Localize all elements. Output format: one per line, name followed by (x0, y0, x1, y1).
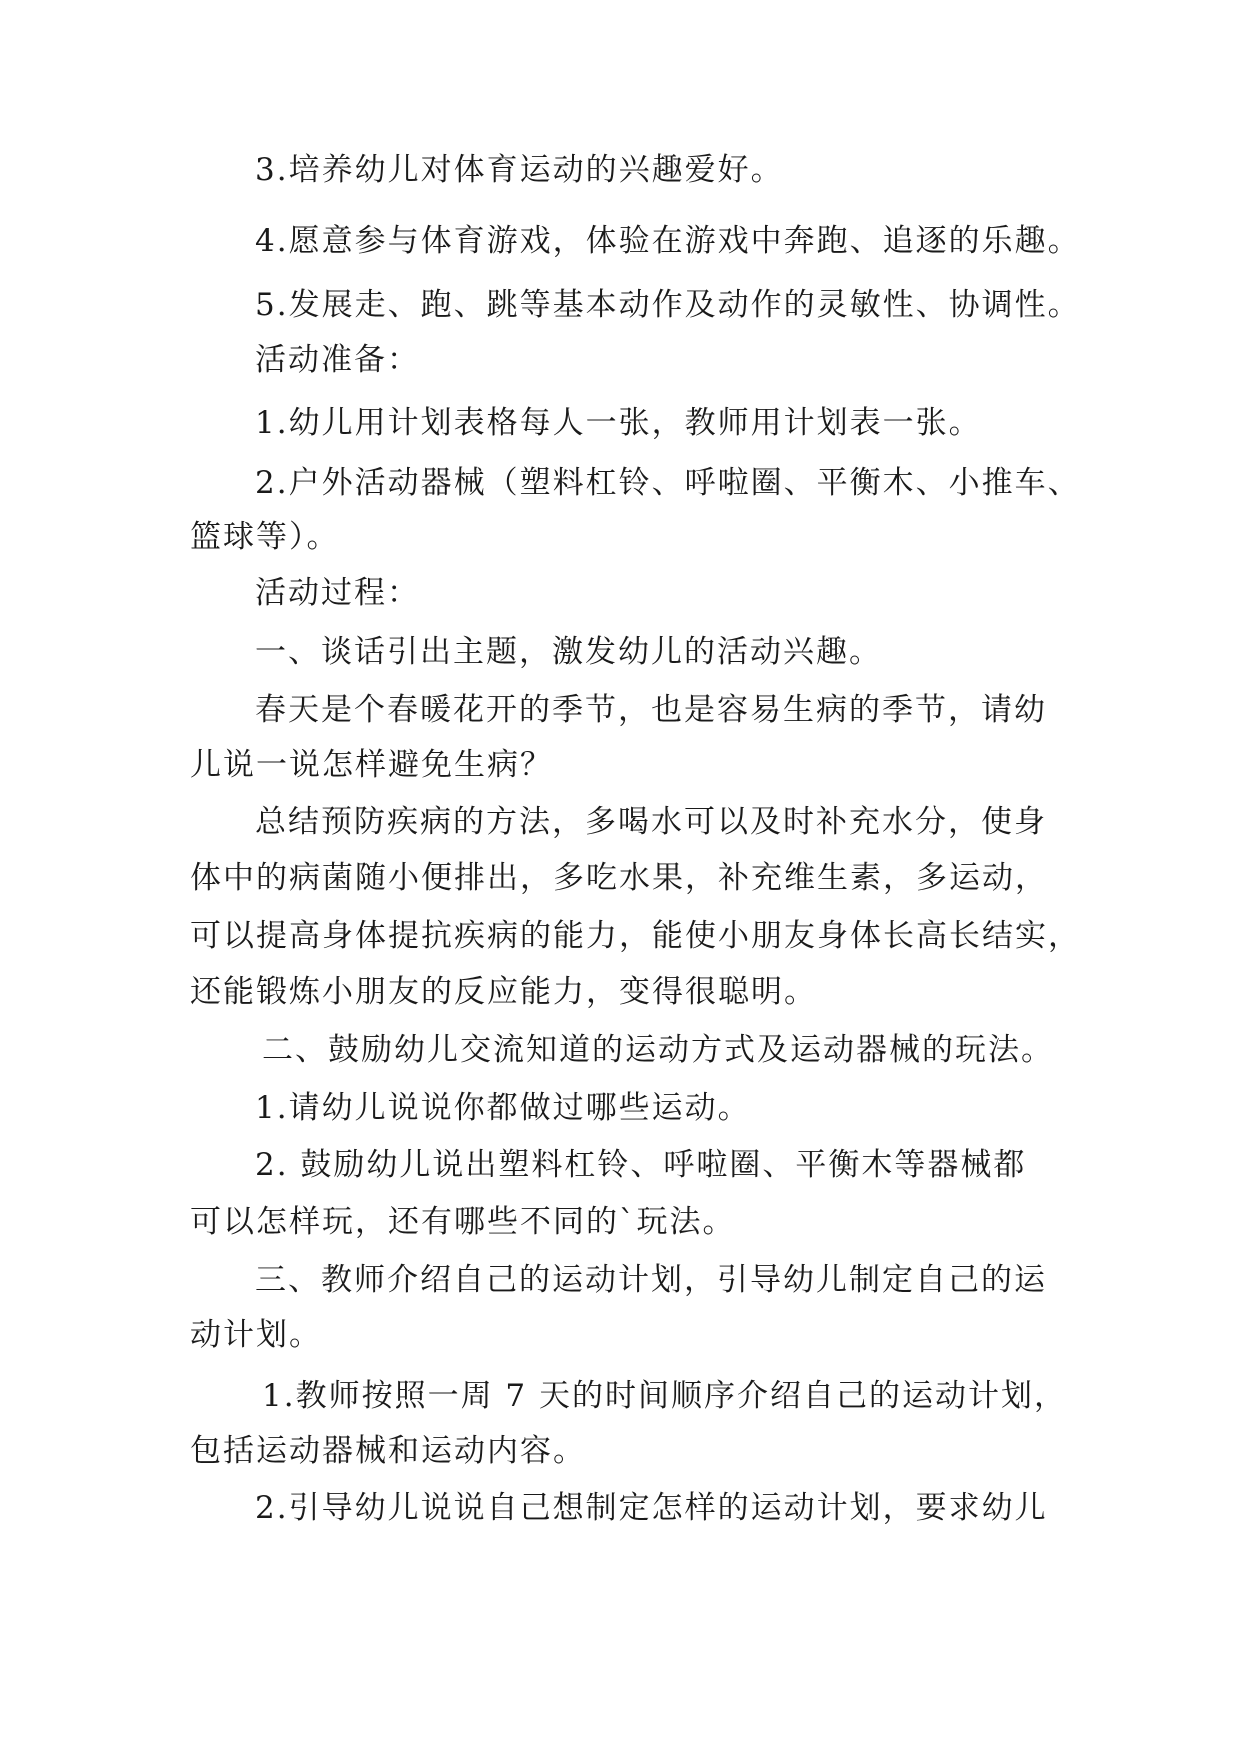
paragraph-line: 可以提高身体提抗疾病的能力，能使小朋友身体长高长结实， (190, 918, 1081, 954)
paragraph-line: 一、谈话引出主题，激发幼儿的活动兴趣。 (255, 634, 882, 670)
paragraph-line: 可以怎样玩，还有哪些不同的`玩法。 (190, 1204, 736, 1240)
paragraph-line: 1.请幼儿说说你都做过哪些运动。 (255, 1090, 751, 1126)
paragraph-line: 动计划。 (190, 1317, 322, 1353)
paragraph-line: 总结预防疾病的方法，多喝水可以及时补充水分，使身 (255, 804, 1047, 840)
section-heading: 活动过程： (255, 575, 420, 611)
paragraph-line: 二、鼓励幼儿交流知道的运动方式及运动器械的玩法。 (262, 1032, 1054, 1068)
paragraph-line: 包括运动器械和运动内容。 (190, 1433, 586, 1469)
paragraph-line: 儿说一说怎样避免生病？ (190, 747, 553, 783)
paragraph-line: 3.培养幼儿对体育运动的兴趣爱好。 (255, 152, 784, 188)
paragraph-line: 还能锻炼小朋友的反应能力，变得很聪明。 (190, 974, 817, 1010)
paragraph-line: 体中的病菌随小便排出，多吃水果，补充维生素，多运动， (190, 860, 1048, 896)
section-heading: 活动准备： (255, 342, 420, 378)
paragraph-line: 春天是个春暖花开的季节，也是容易生病的季节，请幼 (255, 692, 1047, 728)
paragraph-line: 2.户外活动器械（塑料杠铃、呼啦圈、平衡木、小推车、 (255, 465, 1081, 501)
paragraph-line: 4.愿意参与体育游戏，体验在游戏中奔跑、追逐的乐趣。 (255, 223, 1081, 259)
paragraph-line: 篮球等）。 (190, 519, 340, 555)
paragraph-line: 1.教师按照一周 7 天的时间顺序介绍自己的运动计划， (262, 1378, 1068, 1414)
paragraph-line: 2. 鼓励幼儿说出塑料杠铃、呼啦圈、平衡木等器械都 (255, 1147, 1027, 1183)
paragraph-line: 1.幼儿用计划表格每人一张，教师用计划表一张。 (255, 405, 982, 441)
paragraph-line: 三、教师介绍自己的运动计划，引导幼儿制定自己的运 (255, 1262, 1047, 1298)
paragraph-line: 2.引导幼儿说说自己想制定怎样的运动计划，要求幼儿 (255, 1490, 1048, 1526)
paragraph-line: 5.发展走、跑、跳等基本动作及动作的灵敏性、协调性。 (255, 287, 1081, 323)
